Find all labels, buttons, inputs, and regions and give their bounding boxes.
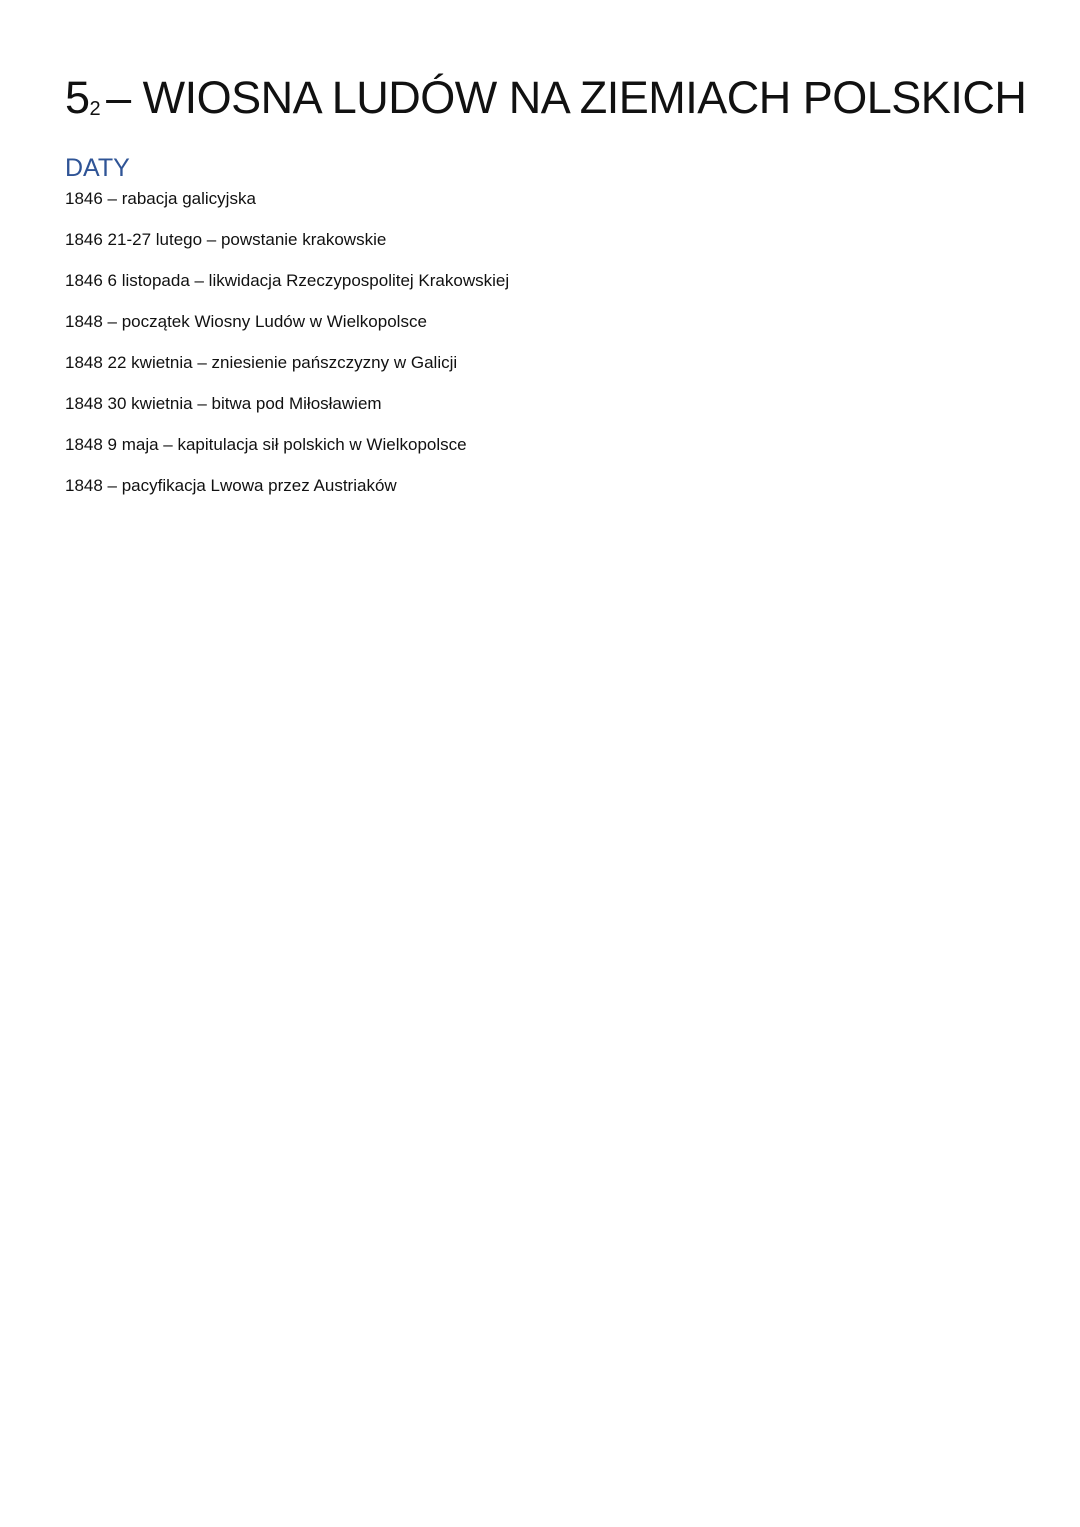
date-entry: 1846 6 listopada – likwidacja Rzeczypospolitej Krakowskiej	[65, 271, 510, 290]
date-entry: 1848 30 kwietnia – bitwa pod Miłosławiem	[65, 394, 382, 413]
title-subscript: 2	[89, 98, 101, 120]
date-entry: 1846 21-27 lutego – powstanie krakowskie	[65, 230, 387, 249]
title-number: 5	[65, 72, 90, 123]
section-heading-daty: DATY	[65, 154, 130, 182]
date-entry: 1848 – pacyfikacja Lwowa przez Austriaków	[65, 476, 397, 495]
date-entry: 1848 22 kwietnia – zniesienie pańszczyzny w Galicji	[65, 353, 458, 372]
date-entry: 1846 – rabacja galicyjska	[65, 189, 256, 208]
date-entry: 1848 – początek Wiosny Ludów w Wielkopolsce	[65, 312, 427, 331]
title-text: – WIOSNA LUDÓW NA ZIEMIACH POLSKICH	[106, 72, 1027, 123]
date-list	[65, 187, 509, 515]
date-entry: 1848 9 maja – kapitulacja sił polskich w Wielkopolsce	[65, 435, 467, 454]
page-title	[65, 72, 1026, 133]
